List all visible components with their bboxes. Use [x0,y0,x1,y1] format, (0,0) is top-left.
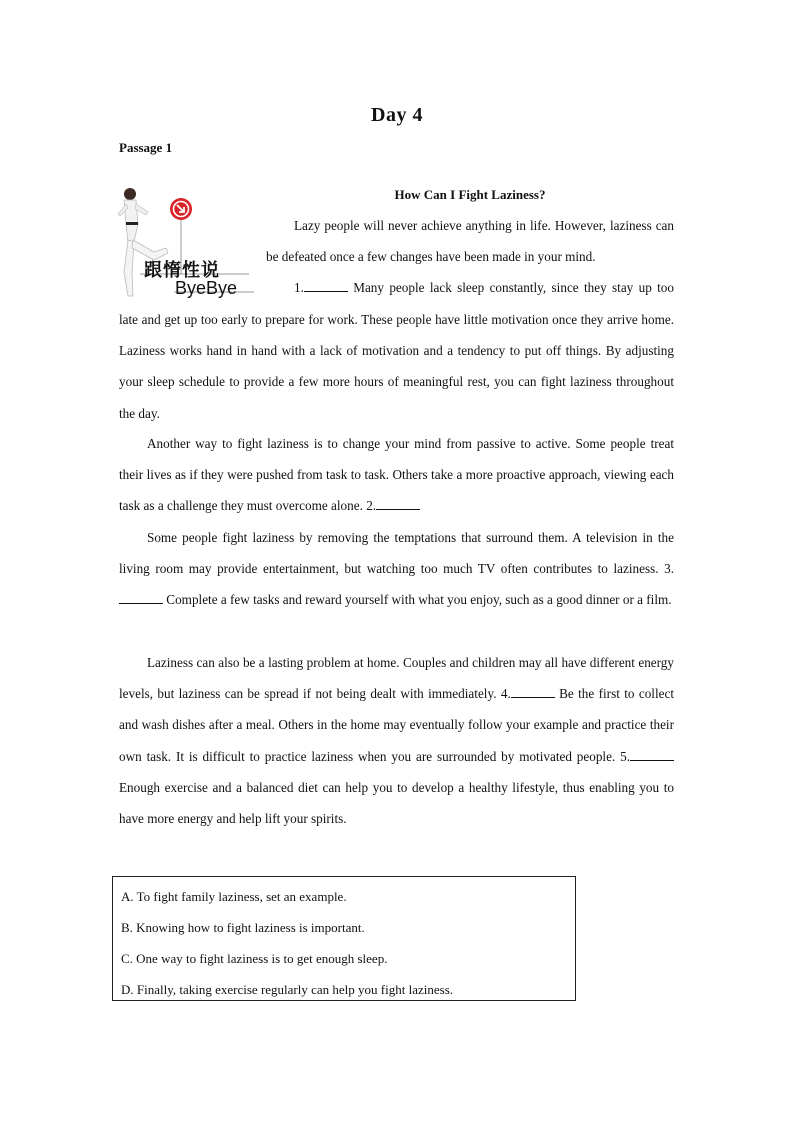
option-b[interactable]: B. Knowing how to fight laziness is important. [121,920,365,935]
paragraph-3-text: Another way to fight laziness is to change your mind from passive to active. Some people treat their lives as if they were pushed from task to task. Others take a more proactive approach, viewing each task as a challenge they must overcome alone. [119,436,674,514]
paragraph-2-first-line-text: Many people lack sleep constantly, since they stay up too [347,280,674,295]
blank-4[interactable] [511,685,555,698]
answer-options-box [112,876,576,1001]
blank-5[interactable] [630,748,674,761]
paragraph-5-text-a: Laziness can also be a lasting problem at home. Couples and children may all have different energy levels, but laziness can be spread if not being dealt with immediately. [119,655,674,702]
blank-2-number: 2. [366,498,377,514]
page-title: Day 4 [371,104,423,126]
paragraph-4 [119,522,674,616]
paragraph-1: Lazy people will never achieve anything in life. However, laziness can be defeated once a few changes have been made in your mind. [266,218,674,265]
image-caption-chinese: 跟惰性说 [144,260,220,281]
option-a[interactable]: A. To fight family laziness, set an example. [121,889,347,904]
paragraph-5-text-b: Be the first to collect and wash dishes after a meal. Others in the home may eventually follow your example and practice their own task. It is difficult to practice laziness when you are surrounded by motivated people. [119,686,675,764]
blank-4-number: 4. [500,686,511,702]
blank-3-number: 3. [664,561,674,577]
blank-2[interactable] [376,497,420,510]
option-c[interactable]: C. One way to fight laziness is to get enough sleep. [121,951,388,966]
paragraph-2: late and get up too early to prepare for work. These people have little motivation once they arrive home. Laziness works hand in hand with a lack of motivation and a tendency to put off things. By adjusting your sleep schedule to provide a few more hours of meaningful rest, you can fight laziness throughout the day. [119,312,674,421]
article-heading: How Can I Fight Laziness? [394,187,546,202]
paragraph-4-text-b: Complete a few tasks and reward yourself with what you enjoy, such as a good dinner or a film. [163,592,672,608]
option-d[interactable]: D. Finally, taking exercise regularly can help you fight laziness. [121,982,454,997]
paragraph-3 [119,428,674,522]
paragraph-5 [119,647,674,834]
image-caption-english: ByeBye [175,278,238,298]
paragraph-2-first-line [266,272,674,303]
passage-label: Passage 1 [119,140,173,155]
blank-1-number: 1. [294,280,304,295]
blank-1[interactable] [304,279,348,292]
blank-5-number: 5. [620,748,630,764]
paragraph-4-text-a: Some people fight laziness by removing the temptations that surround them. A television in the living room may provide entertainment, but watching too much TV often contributes to laziness. [119,530,674,577]
paragraph-5-text-c: Enough exercise and a balanced diet can help you to develop a healthy lifestyle, thus enabling you to have more energy and help lift your spirits. [119,779,674,827]
blank-3[interactable] [119,591,163,604]
